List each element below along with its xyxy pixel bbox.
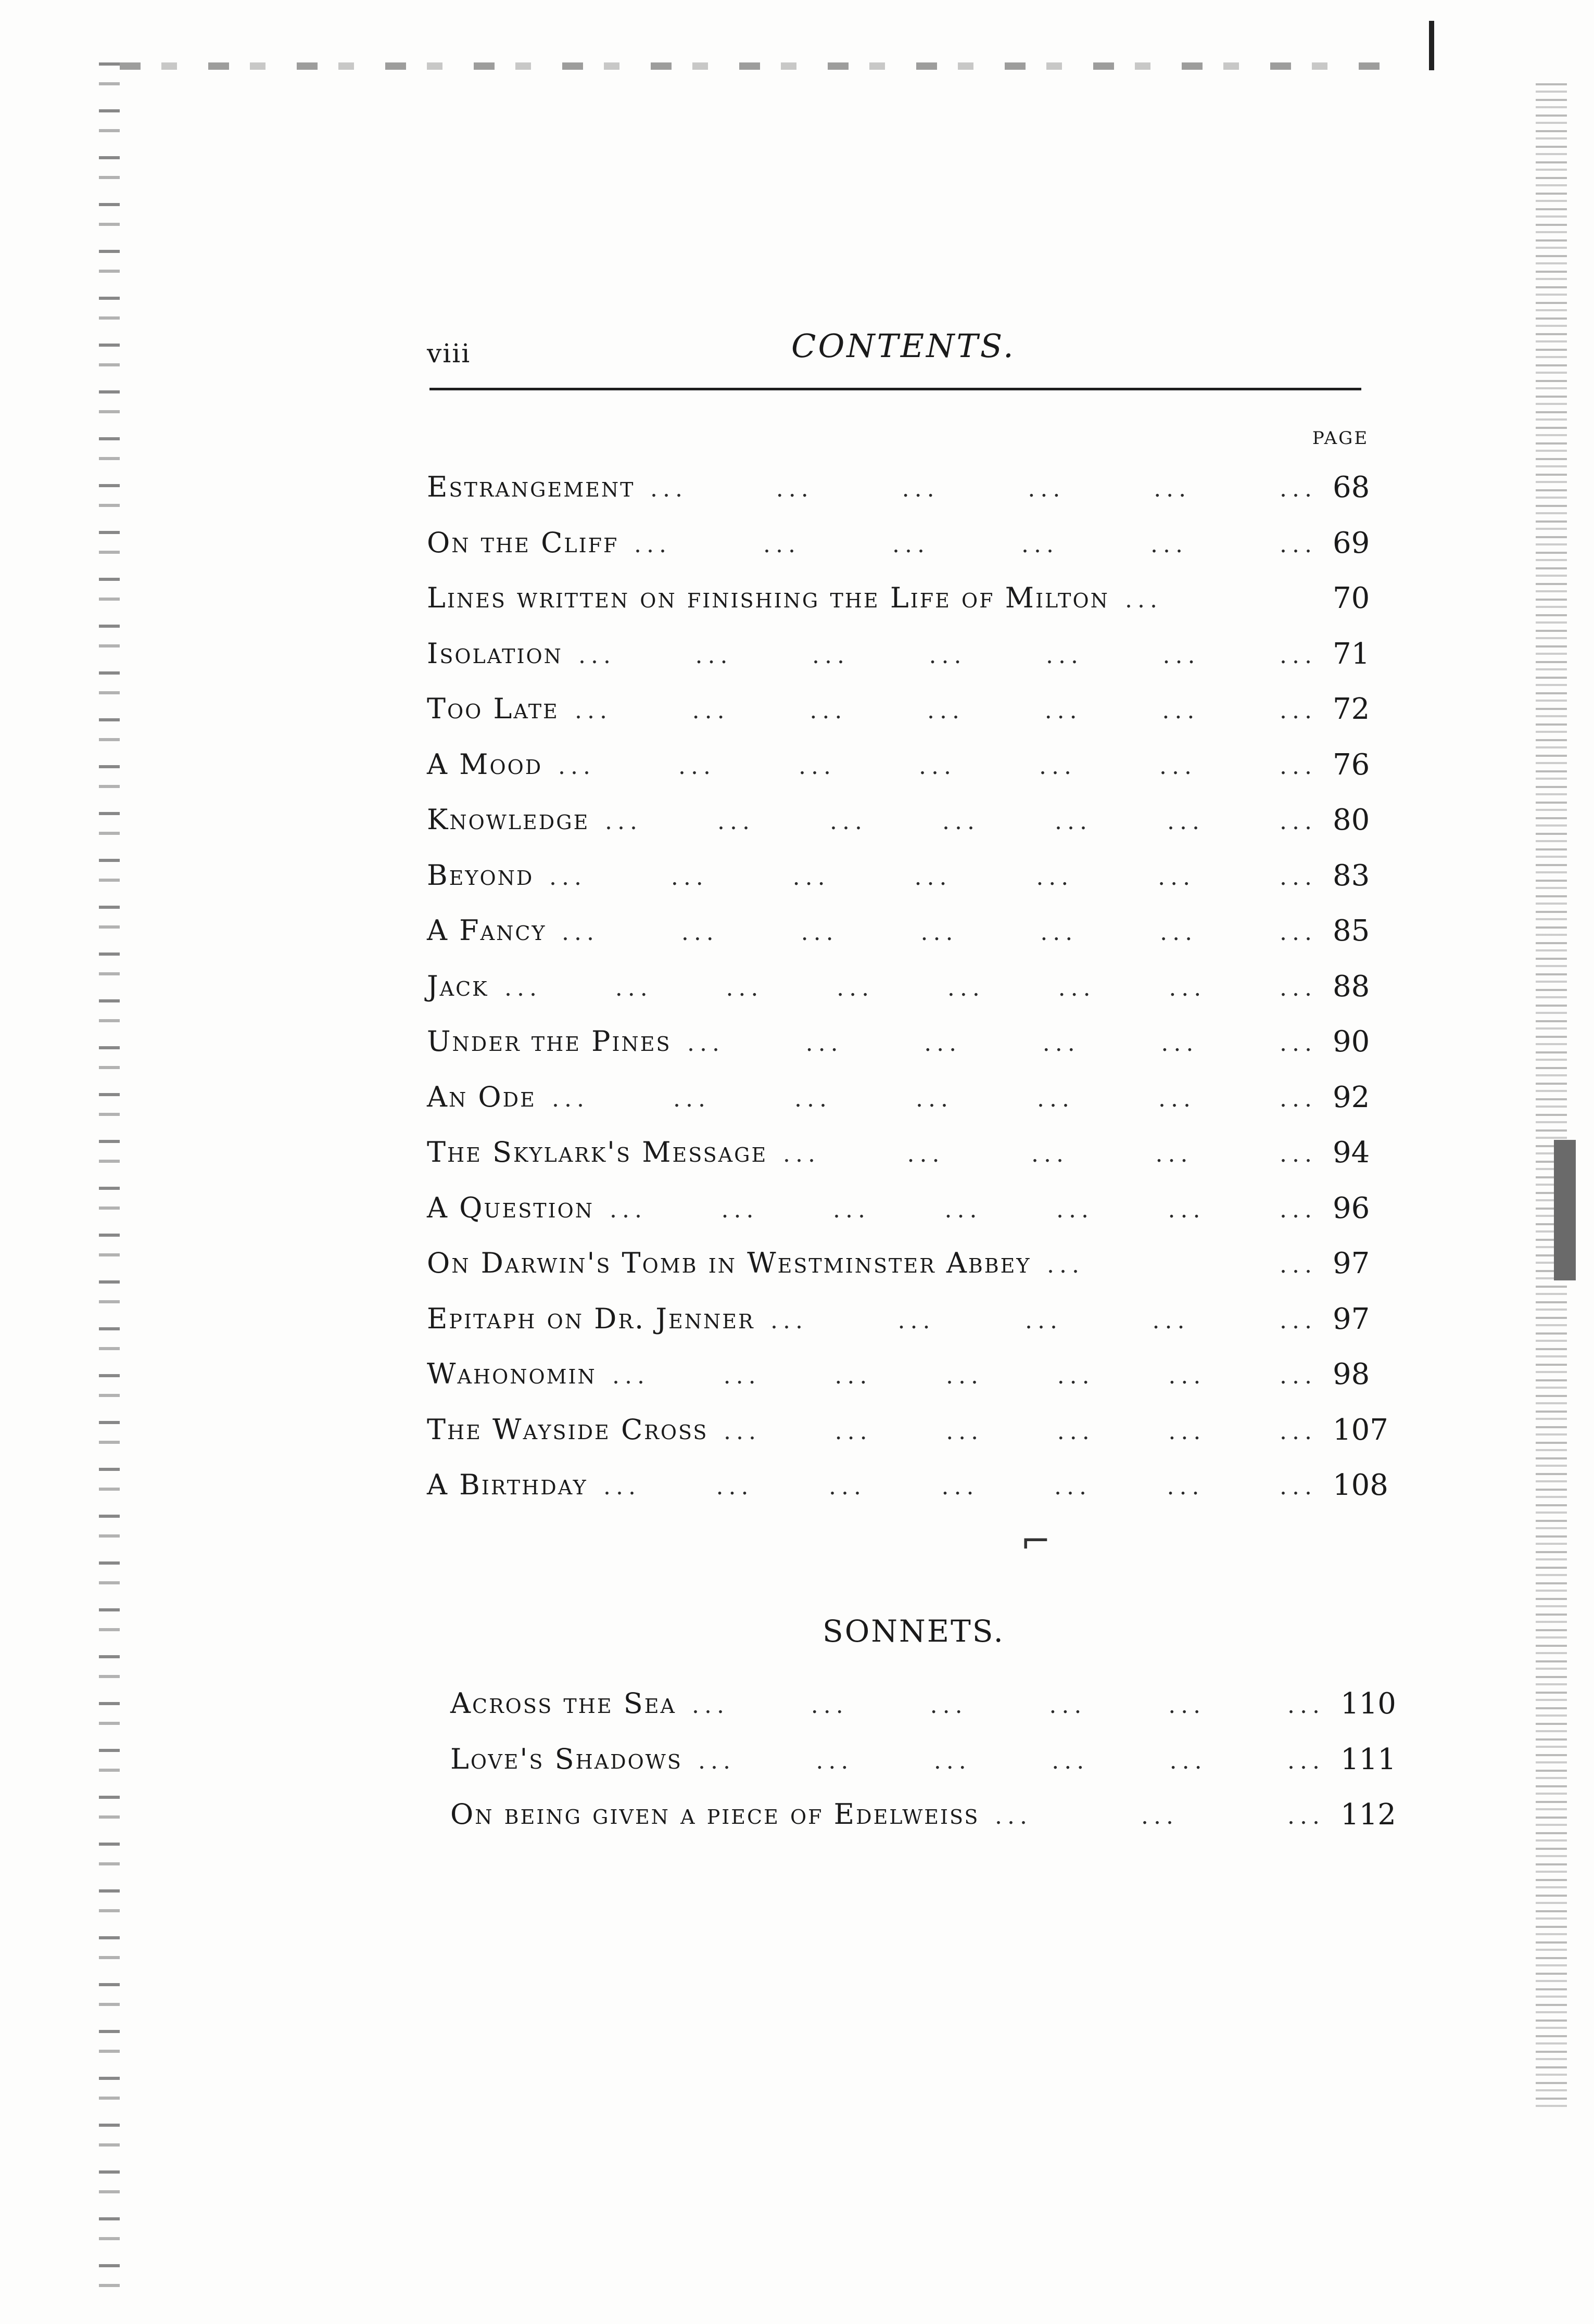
leader-dots: ... ... ... ... ... ... (634, 531, 1317, 558)
entry-title: Knowledge (427, 803, 590, 836)
leader-dots: ... ... (1047, 1252, 1317, 1278)
page-header (427, 327, 1364, 374)
toc-entry (427, 518, 1380, 574)
toc-entry (427, 740, 1380, 795)
sonnets-entries (450, 1679, 1398, 1845)
entry-page-number: 110 (1340, 1687, 1396, 1721)
entry-page-number: 88 (1333, 969, 1370, 1004)
toc-entry (427, 684, 1380, 740)
toc-entry (427, 850, 1380, 906)
scan-blot (1554, 1140, 1576, 1280)
entry-title: On being given a piece of Edelweiss (450, 1798, 980, 1831)
entry-title: Beyond (427, 858, 534, 892)
entry-page-number: 107 (1333, 1413, 1388, 1447)
entry-title: Lines written on finishing the Life of Milton (427, 581, 1109, 614)
entry-title: A Question (427, 1191, 594, 1224)
toc-entry (427, 1017, 1380, 1072)
leader-dots: ... (1125, 587, 1162, 613)
leader-dots: ... ... ... ... ... ... ... (605, 808, 1317, 835)
toc-entry (427, 462, 1380, 518)
entry-title: Jack (427, 969, 489, 1002)
toc-entry (427, 961, 1380, 1017)
entry-title: Under the Pines (427, 1025, 672, 1058)
toc-entry (450, 1679, 1398, 1734)
entry-page-number: 71 (1333, 637, 1370, 671)
toc-entry (427, 906, 1380, 961)
entry-page-number: 96 (1333, 1191, 1370, 1225)
toc-entry (427, 1405, 1388, 1461)
leader-dots: ... ... ... ... ... ... (650, 476, 1317, 502)
toc-entry (427, 1127, 1380, 1183)
entry-page-number: 97 (1333, 1247, 1370, 1280)
leader-dots: ... ... ... ... ... ... ... (603, 1474, 1317, 1500)
leader-dots: ... ... ... ... ... ... (687, 1030, 1317, 1057)
contents-entries (427, 462, 1388, 1516)
scan-edge-top (120, 62, 1400, 70)
entry-page-number: 80 (1333, 803, 1370, 837)
entry-page-number: 68 (1333, 471, 1370, 504)
toc-entry (427, 1294, 1380, 1350)
entry-title: A Birthday (427, 1468, 588, 1501)
leader-dots: ... ... ... ... ... ... ... (562, 919, 1317, 946)
entry-title: Across the Sea (450, 1687, 676, 1720)
toc-entry (427, 1183, 1380, 1239)
toc-entry (427, 1238, 1380, 1294)
leader-dots: ... ... ... ... ... ... (724, 1418, 1317, 1445)
entry-page-number: 97 (1333, 1302, 1370, 1336)
entry-title: Wahonomin (427, 1357, 597, 1390)
leader-dots: ... ... ... ... ... ... (692, 1692, 1325, 1719)
ornament-mark: ⌐ (1020, 1520, 1051, 1563)
entry-page-number: 98 (1333, 1357, 1370, 1391)
header-rule (429, 388, 1361, 390)
scan-mark (1429, 21, 1434, 70)
entry-page-number: 94 (1333, 1136, 1370, 1170)
leader-dots: ... ... ... (995, 1803, 1325, 1830)
leader-dots: ... ... ... ... ... (783, 1141, 1317, 1167)
toc-entry (427, 1349, 1380, 1405)
entry-title: On Darwin's Tomb in Westminster Abbey (427, 1247, 1031, 1279)
leader-dots: ... ... ... ... ... ... ... (612, 1363, 1317, 1389)
leader-dots: ... ... ... ... ... ... ... (549, 863, 1317, 891)
entry-page-number: 83 (1333, 858, 1370, 893)
entry-title: Isolation (427, 637, 563, 670)
leader-dots: ... ... ... ... ... ... ... ... (504, 974, 1317, 1001)
entry-title: A Mood (427, 747, 543, 781)
entry-title: Too Late (427, 692, 559, 725)
running-title: CONTENTS. (791, 327, 1016, 365)
entry-title: The Wayside Cross (427, 1413, 709, 1446)
entry-page-number: 111 (1340, 1742, 1396, 1776)
leader-dots: ... ... ... ... ... (770, 1307, 1317, 1334)
entry-title: A Fancy (427, 914, 547, 947)
entry-page-number: 72 (1333, 692, 1370, 726)
entry-title: Estrangement (427, 471, 635, 503)
leader-dots: ... ... ... ... ... ... ... (578, 642, 1317, 669)
entry-page-number: 90 (1333, 1025, 1370, 1059)
entry-title: An Ode (427, 1080, 536, 1113)
folio: viii (427, 338, 471, 369)
page-column-label: PAGE (1312, 428, 1369, 449)
entry-page-number: 70 (1333, 581, 1370, 615)
entry-page-number: 85 (1333, 914, 1370, 948)
leader-dots: ... ... ... ... ... ... ... (575, 697, 1317, 724)
scan-edge-right (1536, 83, 1567, 2113)
toc-entry (427, 573, 1380, 629)
entry-page-number: 108 (1333, 1468, 1388, 1502)
entry-page-number: 76 (1333, 747, 1370, 782)
entry-page-number: 92 (1333, 1080, 1370, 1114)
toc-entry (427, 629, 1380, 684)
leader-dots: ... ... ... ... ... ... ... (610, 1196, 1317, 1223)
entry-title: The Skylark's Message (427, 1136, 768, 1169)
toc-entry (450, 1789, 1398, 1845)
scan-edge-left (99, 62, 120, 2301)
section-heading: SONNETS. (823, 1614, 1005, 1649)
entry-title: Epitaph on Dr. Jenner (427, 1302, 755, 1335)
toc-entry (450, 1734, 1398, 1790)
toc-entry (427, 1072, 1380, 1128)
toc-entry (427, 795, 1380, 850)
entry-page-number: 69 (1333, 526, 1370, 560)
leader-dots: ... ... ... ... ... ... ... (558, 753, 1317, 780)
leader-dots: ... ... ... ... ... ... ... (552, 1085, 1317, 1112)
entry-page-number: 112 (1340, 1798, 1396, 1832)
entry-title: On the Cliff (427, 526, 619, 559)
leader-dots: ... ... ... ... ... ... (698, 1747, 1325, 1774)
toc-entry (427, 1460, 1388, 1516)
entry-title: Love's Shadows (450, 1742, 682, 1775)
